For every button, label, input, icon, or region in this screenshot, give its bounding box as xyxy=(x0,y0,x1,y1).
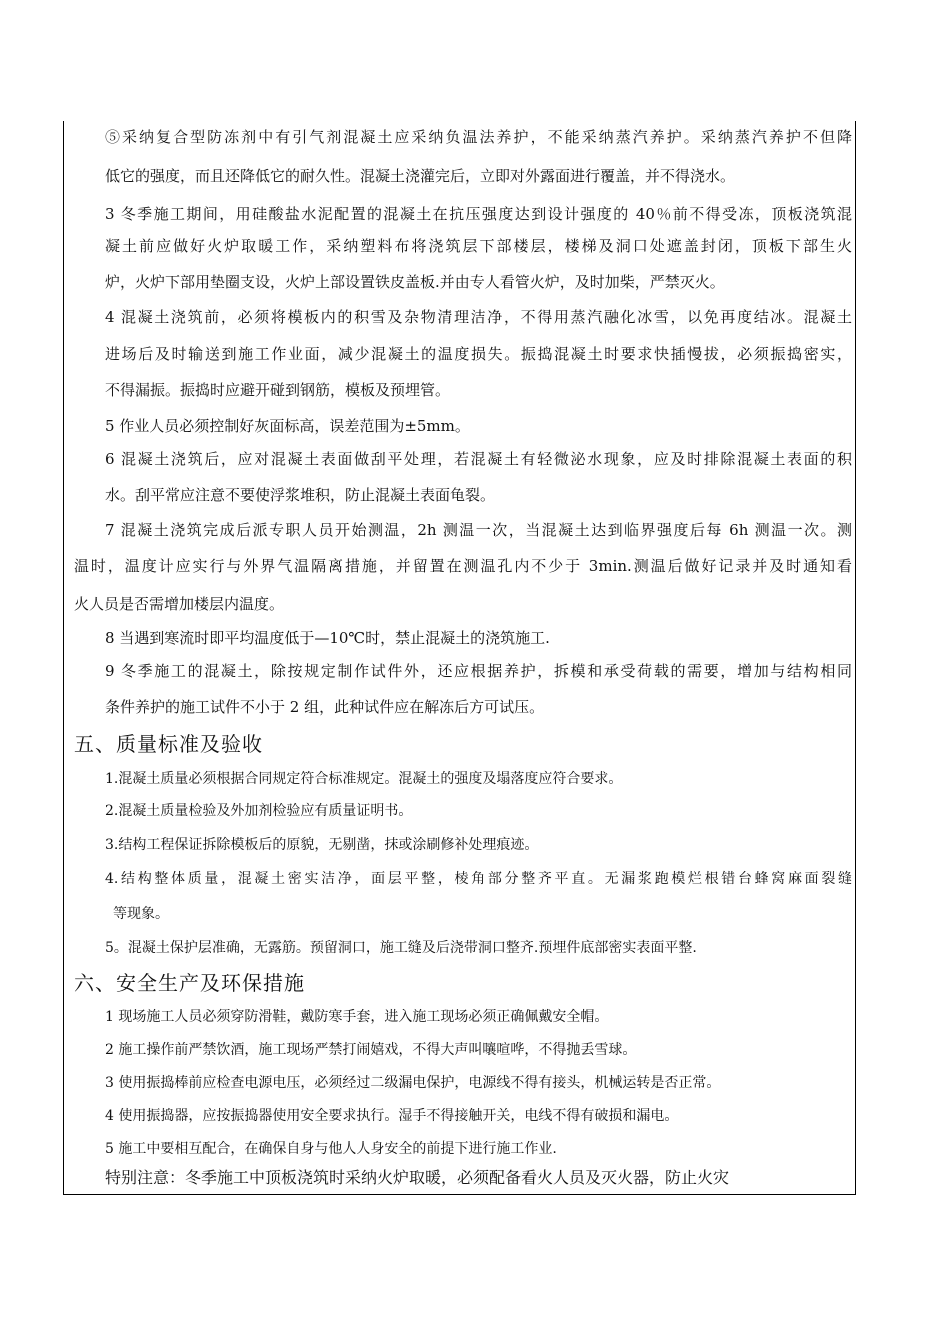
para-line: 3 使用振捣棒前应检查电源电压，必须经过二级漏电保护，电源线不得有接头，机械运转是否正常。 xyxy=(105,1075,721,1091)
para-line: 1.混凝土质量必须根据合同规定符合标准规定。混凝土的强度及塌落度应符合要求。 xyxy=(105,771,623,787)
section-heading-quality: 五、质量标准及验收 xyxy=(74,732,263,756)
para-line: 炉，火炉下部用垫圈支设，火炉上部设置铁皮盖板.并由专人看管火炉，及时加柴，严禁灭火。 xyxy=(105,273,725,291)
para-line: 3 冬季施工期间，用硅酸盐水泥配置的混凝土在抗压强度达到设计强度的 40％前不得受冻，顶板浇筑混 xyxy=(105,205,852,223)
para-line: 不得漏振。振捣时应避开碰到钢筋，模板及预埋管。 xyxy=(105,381,451,399)
para-line: 水。刮平常应注意不要使浮浆堆积，防止混凝土表面龟裂。 xyxy=(105,486,496,504)
para-line: 4.结构整体质量，混凝土密实洁净，面层平整，棱角部分整齐平直。无漏浆跑模烂根错台蜂窝麻面裂缝 xyxy=(105,871,852,887)
para-line: 低它的强度，而且还降低它的耐久性。混凝土浇灌完后，立即对外露面进行覆盖，并不得浇水。 xyxy=(105,167,736,185)
para-line: 6 混凝土浇筑后，应对混凝土表面做刮平处理，若混凝土有轻微泌水现象，应及时排除混凝土表面的积 xyxy=(105,450,852,468)
para-line: 3.结构工程保证拆除模板后的原貌，无剔凿，抹或涂刷修补处理痕迹。 xyxy=(105,837,539,853)
para-line: 等现象。 xyxy=(113,906,169,922)
para-line: 条件养护的施工试件不小于 2 组，此种试件应在解冻后方可试压。 xyxy=(105,698,545,716)
para-line: 8 当遇到寒流时即平均温度低于—10℃时，禁止混凝土的浇筑施工. xyxy=(105,629,550,647)
para-line: 4 使用振捣器，应按振捣器使用安全要求执行。湿手不得接触开关，电线不得有破损和漏电。 xyxy=(105,1108,679,1124)
para-line: 7 混凝土浇筑完成后派专职人员开始测温，2h 测温一次，当混凝土达到临界强度后每 6h 测温一次。测 xyxy=(105,521,852,539)
para-line: 2.混凝土质量检验及外加剂检验应有质量证明书。 xyxy=(105,803,413,819)
para-line: 2 施工操作前严禁饮酒，施工现场严禁打闹嬉戏，不得大声叫嚷喧哗，不得抛丢雪球。 xyxy=(105,1042,637,1058)
para-line: 1 现场施工人员必须穿防滑鞋，戴防寒手套，进入施工现场必须正确佩戴安全帽。 xyxy=(105,1009,609,1025)
para-line: 5 作业人员必须控制好灰面标高，误差范围为±5mm。 xyxy=(105,417,470,435)
para-line: 温时，温度计应实行与外界气温隔离措施，并留置在测温孔内不少于 3min.测温后做好记录并及时通知看 xyxy=(74,557,852,575)
para-line: 9 冬季施工的混凝土，除按规定制作试件外，还应根据养护，拆模和承受荷载的需要，增加与结构相同 xyxy=(105,662,852,680)
para-line: ⑤采纳复合型防冻剂中有引气剂混凝土应采纳负温法养护，不能采纳蒸汽养护。采纳蒸汽养护不但降 xyxy=(105,128,852,146)
para-line: 4 混凝土浇筑前，必须将模板内的积雪及杂物清理洁净，不得用蒸汽融化冰雪，以免再度结冰。混凝土 xyxy=(105,308,852,326)
special-note: 特别注意：冬季施工中顶板浇筑时采纳火炉取暖，必须配备看火人员及灭火器，防止火灾 xyxy=(105,1168,730,1187)
para-line: 凝土前应做好火炉取暖工作，采纳塑料布将浇筑层下部楼层，楼梯及洞口处遮盖封闭，顶板下部生火 xyxy=(105,237,852,255)
para-line: 火人员是否需增加楼层内温度。 xyxy=(74,595,285,613)
section-heading-safety: 六、安全生产及环保措施 xyxy=(74,971,305,995)
para-line: 进场后及时输送到施工作业面，减少混凝土的温度损失。振捣混凝土时要求快插慢拔，必须振捣密实， xyxy=(105,345,852,363)
para-line: 5 施工中要相互配合，在确保自身与他人人身安全的前提下进行施工作业. xyxy=(105,1141,557,1157)
para-line: 5。混凝土保护层准确，无露筋。预留洞口，施工缝及后浇带洞口整齐.预埋件底部密实表面平整. xyxy=(105,940,697,956)
